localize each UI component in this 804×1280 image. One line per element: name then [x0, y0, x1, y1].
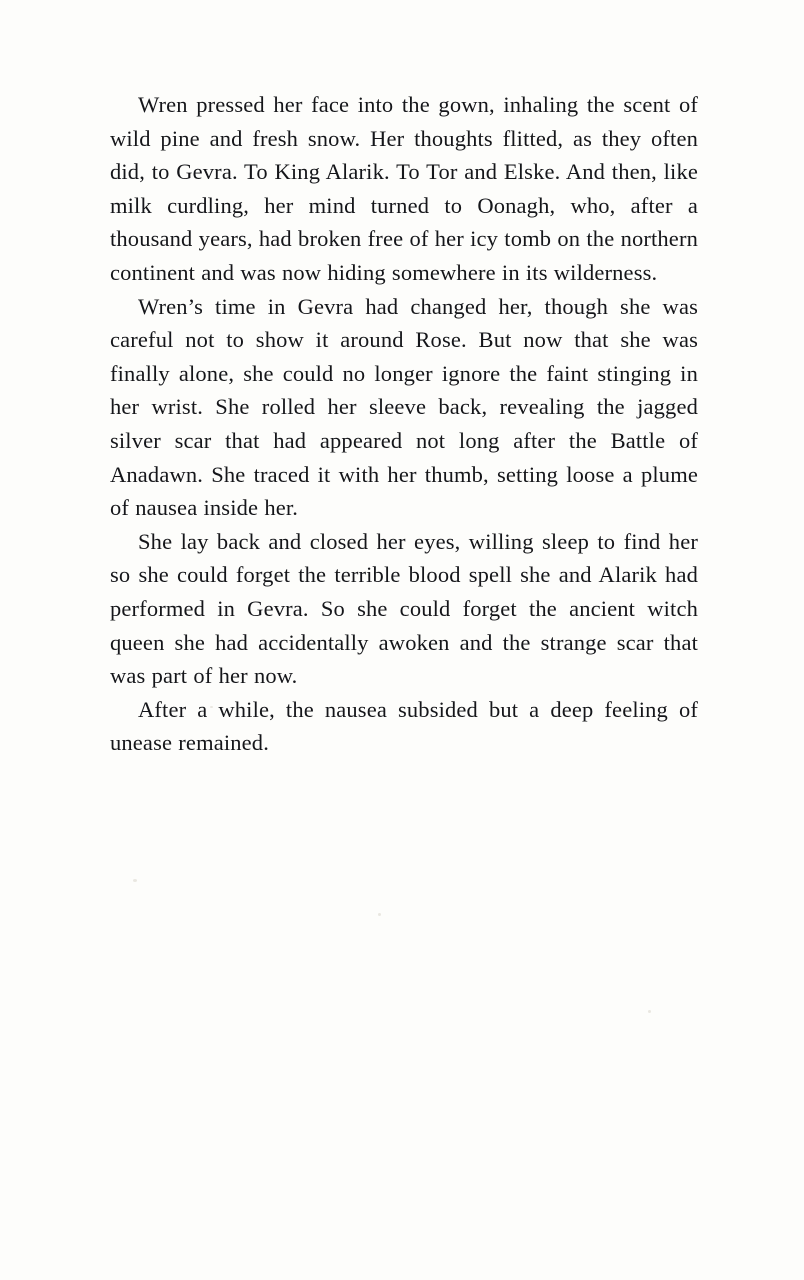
- paper-speck: [648, 1010, 651, 1013]
- paragraph-3: She lay back and closed her eyes, willing sleep to find her so she could forget the terrible blood spell she and Alarik had performed in Gevra. So she could forget the ancient witch queen she had accidentally awoken and the strange scar that was part of her now.: [110, 528, 698, 689]
- body-text-column: [110, 88, 698, 760]
- paragraph-2: Wren’s time in Gevra had changed her, though she was careful not to show it around Rose. But now that she was finally alone, she could no longer ignore the faint stinging in her wrist. She rolled her sleeve back, revealing the jagged silver scar that had appeared not long after the Battle of Anadawn. She traced it with her thumb, setting loose a plume of nausea inside her.: [110, 293, 698, 521]
- paragraph-1: Wren pressed her face into the gown, inhaling the scent of wild pine and fresh snow. Her thoughts flitted, as they often did, to Gevra. To King Alarik. To Tor and Elske. And then, like milk curdling, her mind turned to Oonagh, who, after a thousand years, had broken free of her icy tomb on the northern continent and was now hiding somewhere in its wilderness.: [110, 92, 698, 285]
- paragraph-4: After a while, the nausea subsided but a deep feeling of unease remained.: [110, 696, 698, 756]
- paper-speck: [378, 913, 381, 916]
- paper-speck: [133, 879, 137, 882]
